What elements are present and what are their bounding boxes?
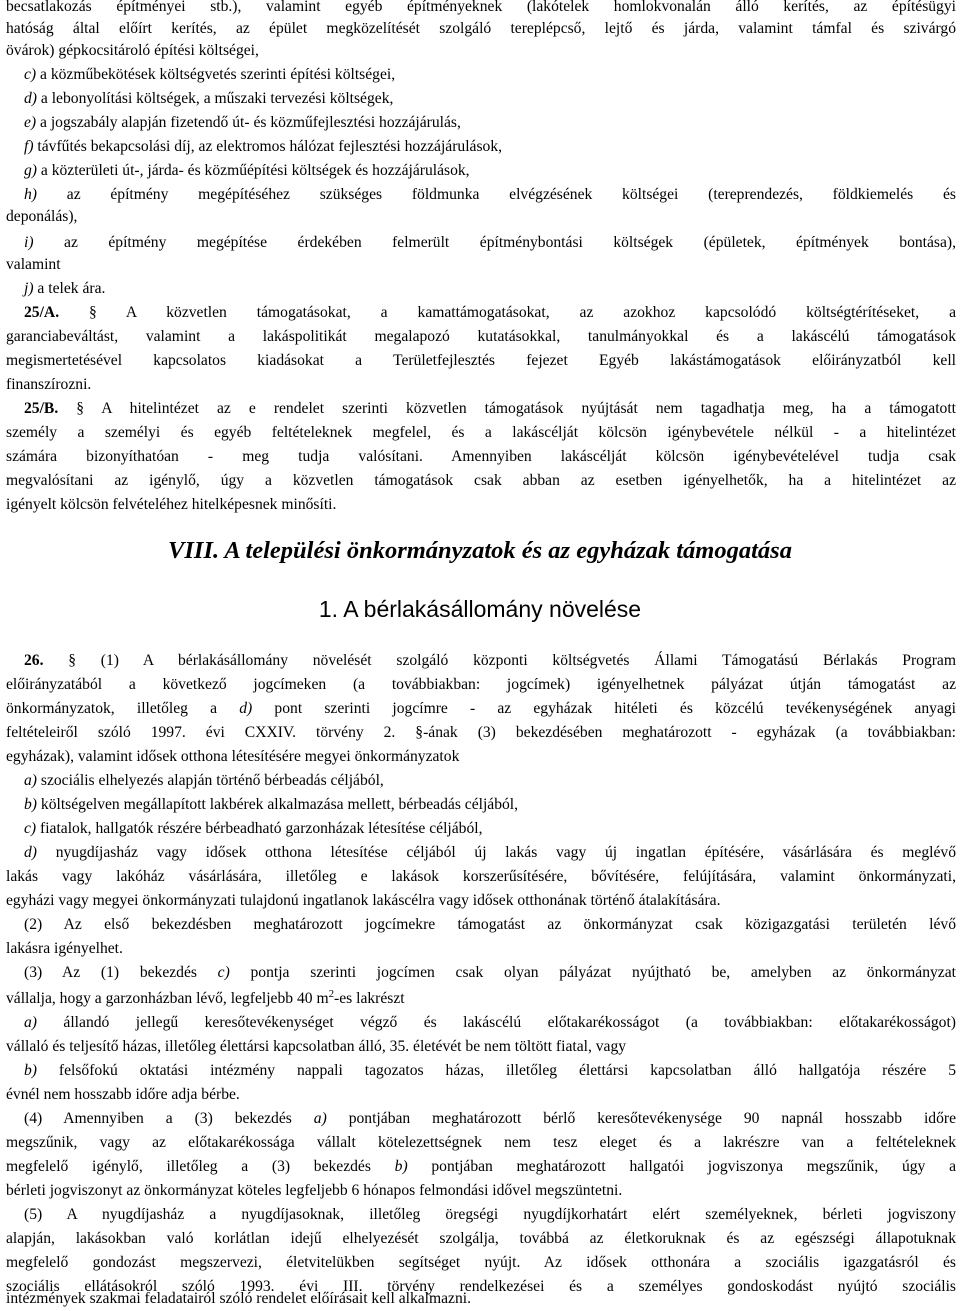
text: pontjában meghatározott bérlő keresőtevékenysége 90 napnál hosszabb időre [326,1110,956,1127]
item-text: az építmény megépítéséhez szükséges földmunka elvégzésének költségei (tereprendezés, földkiemelés és [37,186,956,203]
item-letter: g) [24,162,37,179]
text: pont szerinti jogcímre - az egyházak hitéleti és közcélú tevékenységének anyagi [252,700,956,717]
list-item [24,794,956,816]
list-item [24,184,956,206]
list-item [24,160,956,182]
text-line [6,1156,956,1178]
text: számára bizonyíthatóan - meg tudja valósítani. Amennyiben lakáscélját kölcsön igénybevételével tudja csak [6,448,956,465]
superscript: 2 [328,988,335,1000]
text-line [6,1132,956,1154]
text: előirányzatából a következő jogcímeken (a továbbiakban: jogcímek) igényelhetnek pályázat útján támogatást az [6,676,956,693]
paragraph-2 [24,914,956,936]
text: pontja szerinti jogcímen csak olyan pályázat nyújtható be, amelyben az önkormányzat [229,964,956,981]
text-line [6,18,956,40]
text: pontjában meghatározott hallgatói jogviszonya megszűnik, úgy a [407,1158,956,1175]
text: egyházak), valamint idősek otthona létesítésére megyei önkormányzatok [6,748,460,765]
section-number: 25/A. [24,304,60,321]
text: megvalósítani az igénylő, úgy a közvetlen támogatások csak abban az esetben igényelhetők, ha a hitelintézet az [6,472,956,489]
text: § (1) A bérlakásállomány növelését szolgáló központi költségvetés Állami Támogatású Bérlakás Program [43,652,956,669]
item-letter: h) [24,186,37,203]
text: bérleti jogviszonyt az önkormányzat köteles legfeljebb 6 hónapos felmondási idővel megszüntetni. [6,1182,623,1199]
item-text: fiatalok, hallgatók részére bérbeadható garzonházak létesítése céljából, [36,820,483,837]
text: lakásra igényelhet. [6,940,123,957]
text-line [6,422,956,444]
text: megfelelő gondozást megszervezi, életvitelükben segítséget nyújt. Az idősek otthonára a szociális igazgatásról és [6,1254,956,1271]
text: igényelt kölcsön felvételéhez hitelképesnek minősíti. [6,496,337,513]
section-number: 25/B. [24,400,59,417]
item-text: a telek ára. [33,280,106,297]
text: deponálás), [6,208,78,225]
list-item [24,818,956,840]
list-item [24,842,956,864]
item-letter: d) [24,90,37,107]
item-text: állandó jellegű keresőtevékenységet végző és lakáscélú előtakarékosságot (a továbbiakban: előtakarékosságot) [37,1014,956,1031]
text: övárok) gépkocsitároló építési költségei, [6,42,259,59]
text: hatóság által előírt kerítés, az épület megközelítését szolgáló tereplépcső, lejtő és járda, valamint támfal és szivárgó [6,20,956,37]
text: garanciabeváltást, valamint a lakáspolitikát megalapozó kutatásokkal, tanulmányokkal és a lakáscélú támogatások [6,328,956,345]
text-line [6,746,956,768]
text: (5) A nyugdíjasház a nyugdíjasoknak, illetőleg öregségi nyugdíjkorhatárt elért személyeknek, bérleti jogviszony [24,1206,956,1223]
text-line [6,206,956,228]
item-text: távfűtés bekapcsolási díj, az elektromos hálózat fejlesztési hozzájárulások, [33,138,503,155]
text: § A közvetlen támogatásokat, a kamattámogatásokat, az azokhoz kapcsolódó költségtérítéseket, a [59,304,956,321]
text-line [6,40,956,62]
text-line [6,674,956,696]
item-text: a lebonyolítási költségek, a műszaki tervezési költségek, [37,90,394,107]
text-line [6,1084,956,1106]
text-line [6,350,956,372]
text: alapján, lakásokban való korlátlan idejű elhelyezését szolgálja, továbbá az életkoruknak és az egészségi állapotuknak [6,1230,956,1247]
text: (4) Amennyiben a (3) bekezdés [24,1110,314,1127]
item-letter: b) [394,1158,408,1175]
item-letter: d) [24,844,37,861]
list-item [24,1060,956,1082]
item-text: a közműbekötések költségvetés szerinti építési költségei, [36,66,396,83]
text-line [6,1036,956,1058]
text: valamint [6,256,61,273]
text: személy a személyi és egyéb feltételeknek megfelel, és a lakáscélját kölcsön igénybevétele nélkül - a hitelintézet [6,424,956,441]
list-item [24,232,956,254]
item-letter: b) [24,1062,37,1079]
text-line [6,374,956,396]
section-number: 26. [24,652,44,669]
item-letter: f) [24,138,34,155]
text: szociális ellátásokról szóló 1993. évi III. törvény rendelkezései és a személyes gondoskodást nyújtó szociális [6,1278,956,1295]
text: lakás vagy lakóház vásárlására, illetőleg e lakások korszerűsítésére, bővítésére, felújítására, valamint önkormányzati, [6,868,956,885]
text-line [6,722,956,744]
item-letter: j) [24,280,34,297]
paragraph-25a [24,302,956,324]
chapter-title: VIII. A települési önkormányzatok és az egyházak támogatása [168,537,792,564]
item-letter: a) [313,1110,327,1127]
text: finanszírozni. [6,376,92,393]
text: feltételeiről szóló 1997. évi CXXIV. törvény 2. §-ának (3) bekezdésében meghatározott - egyházak (a továbbiakban: [6,724,956,741]
text-line [6,470,956,492]
text-line [6,0,956,18]
text: (3) Az (1) bekezdés [24,964,218,981]
text: becsatlakozás építményei stb.), valamint egyéb építményeknek (lakótelek homlokvonalán álló kerítés, az építésügyi [6,0,956,15]
item-letter: d) [239,700,253,717]
list-item [24,112,956,134]
paragraph-26 [24,650,956,672]
text-line-last [6,1288,956,1310]
text-line [6,326,956,348]
item-letter: c) [24,66,37,83]
section-title: 1. A bérlakásállomány növelése [318,596,642,622]
item-letter: e) [24,114,37,131]
item-letter: a) [24,1014,37,1031]
text: (2) Az első bekezdésben meghatározott jogcímekre támogatást az önkormányzat csak közigazgatási területén lévő [24,916,956,933]
paragraph-4 [24,1108,956,1130]
text: évnél nem hosszabb időre adja bérbe. [6,1086,240,1103]
item-letter: c) [24,820,37,837]
item-text: a közterületi út-, járda- és közműépítési költségek és hozzájárulások, [37,162,470,179]
text: -es lakrészt [334,990,405,1007]
paragraph-3 [24,962,956,984]
text: vállalja, hogy a garzonházban lévő, legfeljebb 40 m [6,990,329,1007]
list-item [24,64,956,86]
paragraph-5 [24,1204,956,1226]
list-item [24,88,956,110]
list-item [24,1012,956,1034]
text: megismertetésével kapcsolatos kiadásokat a Területfejlesztés fejezet Egyéb lakástámogatások előirányzatból kell [6,352,956,369]
text-line [6,1252,956,1274]
text-line [6,1180,956,1202]
item-letter: i) [24,234,34,251]
text: megfelelő igénylő, illetőleg a (3) bekezdés [6,1158,395,1175]
text: vállaló és teljesítő házas, illetőleg élettársi kapcsolatban álló, 35. életévét be nem töltött fiatal, vagy [6,1038,627,1055]
paragraph-25b [24,398,956,420]
text-line [6,938,956,960]
text-line [6,254,956,276]
text-line [6,866,956,888]
item-letter: a) [24,772,37,789]
item-text: a jogszabály alapján fizetendő út- és közműfejlesztési hozzájárulás, [36,114,461,131]
text: önkormányzatok, illetőleg a [6,700,240,717]
item-text: az építmény megépítése érdekében felmerült építménybontási költségek (épületek, építmények bontása), [33,234,956,251]
item-letter: b) [24,796,37,813]
text: egyházi vagy megyei önkormányzati tulajdonú ingatlanok lakáscélra vagy idősek otthonának történő átalakítására. [6,892,721,909]
list-item [24,136,956,158]
text-line [6,1228,956,1250]
list-item [24,278,956,300]
item-letter: c) [217,964,230,981]
item-text: felsőfokú oktatási intézmény nappali tagozatos házas, illetőleg élettársi kapcsolatban álló hallgatója részére 5 [37,1062,956,1079]
text: § A hitelintézet az e rendelet szerinti közvetlen támogatások nyújtását nem tagadhatja meg, ha a támogatott [58,400,956,417]
item-text: költségelven megállapított lakbérek alkalmazása mellett, bérbeadás céljából, [37,796,519,813]
item-text: nyugdíjasház vagy idősek otthona létesítése céljából új lakás vagy új ingatlan építésére, vásárlására és meglévő [37,844,956,861]
text-line [6,494,956,516]
text: megszűnik, vagy az előtakarékossága vállalt kötelezettségnek nem tesz eleget és a lakrészre van a feltételeknek [6,1134,956,1151]
text-line [6,446,956,468]
text: intézmények szakmai feladatairól szóló rendelet előírásait kell alkalmazni. [6,1290,472,1307]
text-line [6,988,956,1010]
text-line [6,890,956,912]
list-item [24,770,956,792]
text-line [6,698,956,720]
item-text: szociális elhelyezés alapján történő bérbeadás céljából, [37,772,384,789]
